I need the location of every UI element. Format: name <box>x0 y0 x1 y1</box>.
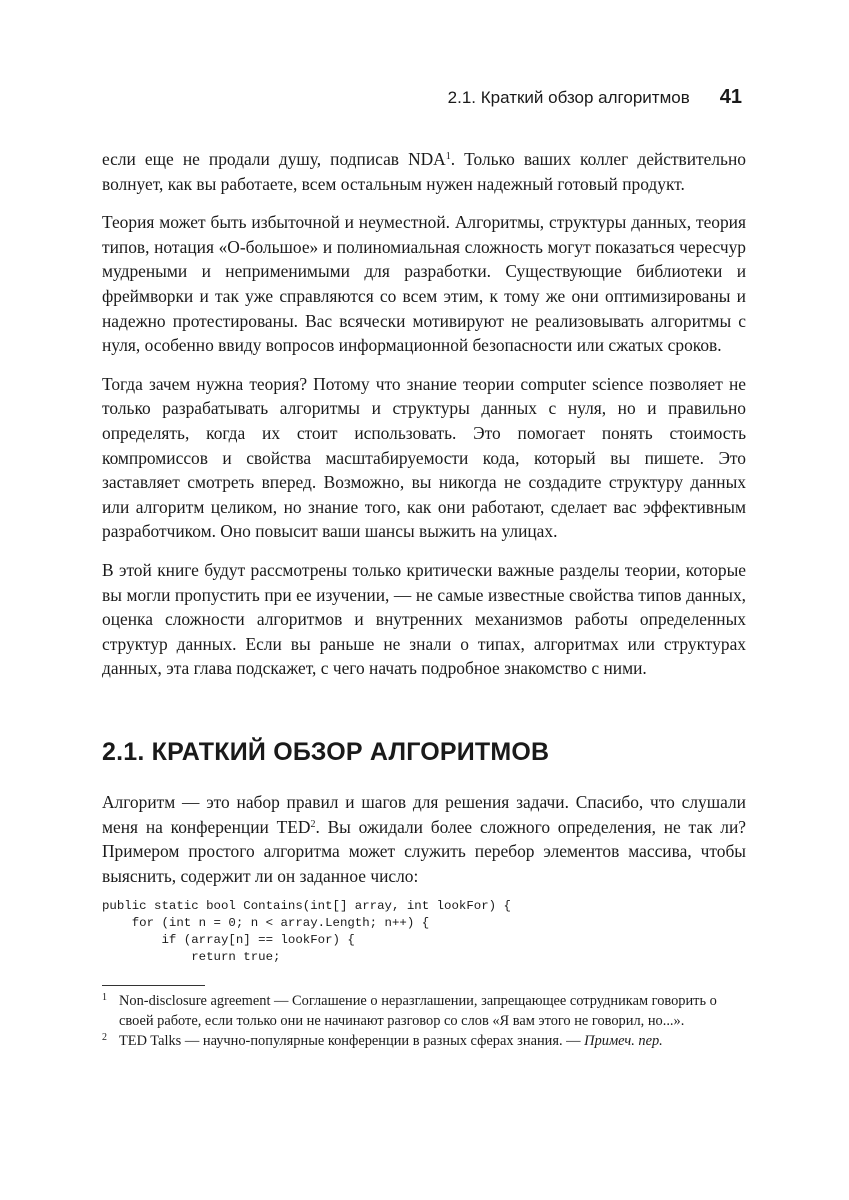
footnote-2 <box>102 1031 746 1051</box>
footnote-1-text: Non-disclosure agreement — Соглашение о неразглашении, запрещающее сотрудникам говорить о своей работе, если только они не начинают разговор со слов «Я вам этого не говорил, но...». <box>119 993 717 1029</box>
section-intro <box>102 790 746 888</box>
section-heading: 2.1. КРАТКИЙ ОБЗОР АЛГОРИТМОВ <box>102 738 550 766</box>
footnote-1-mark: 1 <box>102 992 107 1003</box>
paragraph-4: В этой книге будут рассмотрены только критически важные разделы теории, которые вы могли пропустить при ее изучении, — не самые известные свойства типов данных, оценка сложности алгоритмов и внутренних механизмов работы определенных структур данных. Если вы раньше не знали о типах, алгоритмах или структурах данных, эта глава подскажет, с чего начать подробное знакомство с ними. <box>102 559 746 679</box>
footnote-divider <box>102 985 205 986</box>
footnote-1 <box>102 991 746 1031</box>
footnote-2-attribution: Примеч. пер. <box>584 1033 663 1049</box>
section-intro-text-a: Алгоритм — это набор правил и шагов для решения задачи. Спасибо, что слушали меня на конференции TED <box>102 792 746 837</box>
paragraph-1-text-b: . Только ваших коллег действительно волнует, как вы работаете, всем остальным нужен надежный готовый продукт. <box>102 149 746 194</box>
body-text <box>102 147 746 695</box>
running-header-title: 2.1. Краткий обзор алгоритмов <box>447 88 690 107</box>
paragraph-3: Тогда зачем нужна теория? Потому что знание теории computer science позволяет не только разрабатывать алгоритмы и структуры данных с нуля, но и правильно определять, когда их стоит использовать. Это помогает понять стоимость компромиссов и свойства масштабируемости кода, который вы пишете. Это заставляет смотреть вперед. Возможно, вы никогда не создадите структуру данных или алгоритм целиком, но знание того, как они работают, сделает вас эффективным разработчиком. Оно повысит ваши шансы выжить на улицах. <box>102 373 746 542</box>
footnote-2-text: TED Talks — научно-популярные конференции в разных сферах знания. — <box>119 1033 585 1049</box>
section-intro-text-b: . Вы ожидали более сложного определения, не так ли? Примером простого алгоритма может служить перебор элементов массива, чтобы выяснить, содержит ли он заданное число: <box>102 816 746 886</box>
paragraph-1-text-a: если еще не продали душу, подписав NDA <box>102 149 446 169</box>
footnote-ref-1[interactable]: 1 <box>445 151 451 162</box>
running-header <box>100 86 742 116</box>
footnote-2-mark: 2 <box>102 1032 107 1043</box>
footnote-ref-2[interactable]: 2 <box>310 818 316 830</box>
page-number: 41 <box>719 86 742 108</box>
paragraph-1 <box>102 147 746 196</box>
paragraph-2: Теория может быть избыточной и неуместной. Алгоритмы, структуры данных, теория типов, нотация «O-большое» и полиномиальная сложность могут показаться чересчур мудреными и неприменимыми для разработки. Существующие библиотеки и фреймворки и так уже справляются со всем этим, к тому же они оптимизированы и надежно протестированы. Вас всячески мотивируют не реализовывать алгоритмы с нуля, особенно ввиду вопросов информационной безопасности или сжатых сроков. <box>102 212 746 356</box>
footnotes <box>102 991 746 1051</box>
code-listing: public static bool Contains(int[] array, int lookFor) { for (int n = 0; n < array.Length; n++) { if (array[n] == lookFor) { return true; <box>102 899 511 964</box>
